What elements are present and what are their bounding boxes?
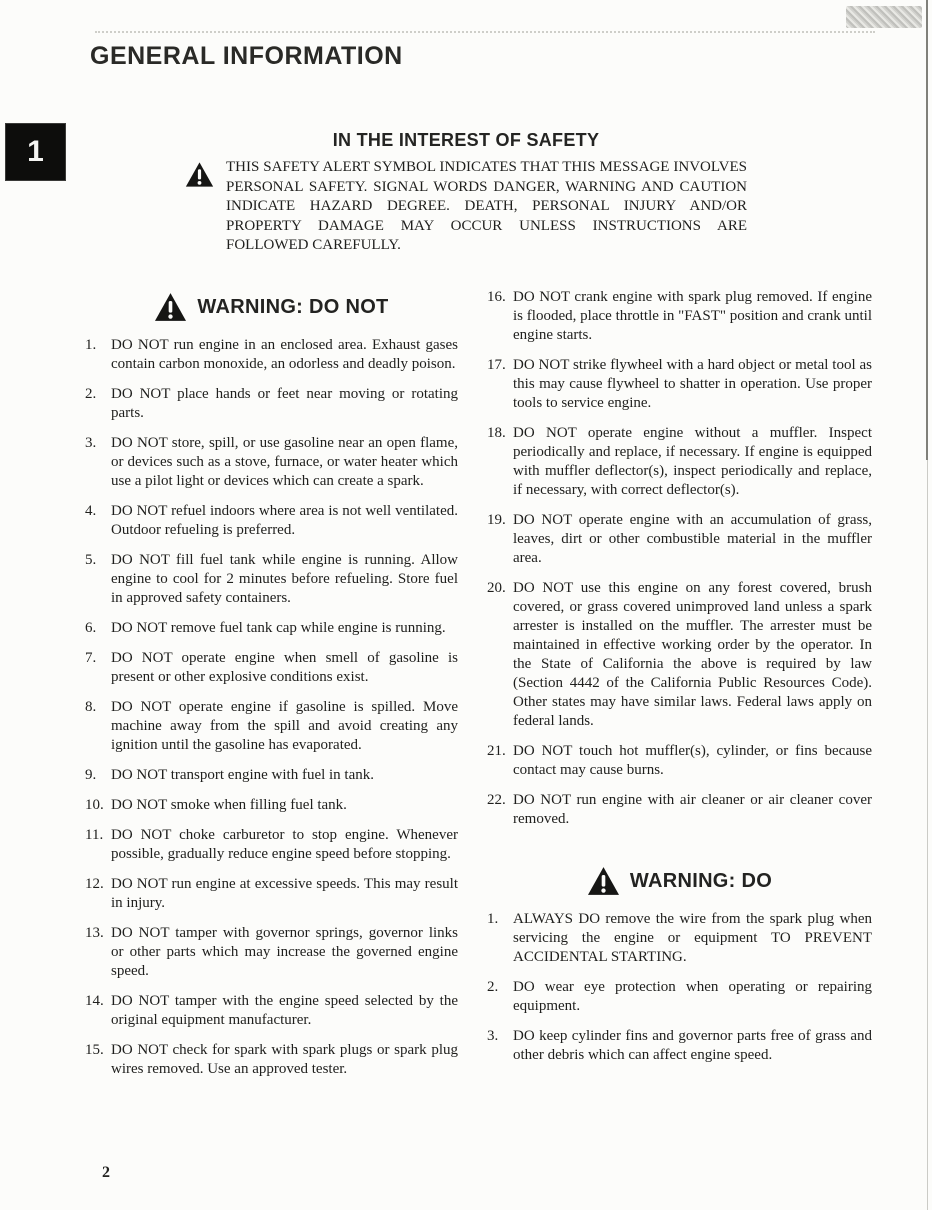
- warning-do-not-heading: [85, 292, 458, 322]
- safety-alert-triangle-icon: [154, 292, 187, 322]
- item-number: 18.: [487, 425, 506, 441]
- scan-dotted-line: [95, 31, 875, 33]
- warning-item: [85, 551, 458, 608]
- section-tab-number: 1: [27, 135, 44, 168]
- item-text: DO NOT use this engine on any forest covered, brush covered, or grass covered unimproved land unless a spark arrester is installed on the muffler. The arrester must be maintained in effective working order by the operator. In the State of California the above is required by law (Section 4442 of the California Public Resources Code). Other states may have similar laws. Federal laws apply on federal lands.: [513, 580, 872, 729]
- section-tab: [5, 123, 66, 181]
- item-number: 20.: [487, 580, 506, 596]
- warning-item: [487, 791, 872, 829]
- item-number: 7.: [85, 650, 97, 666]
- scan-edge-line: [926, 0, 928, 460]
- item-number: 14.: [85, 993, 104, 1009]
- item-text: DO NOT transport engine with fuel in tank.: [111, 767, 375, 783]
- scan-edge-line-faint: [927, 460, 928, 1210]
- item-text: DO keep cylinder fins and governor parts free of grass and other debris which can affect engine speed.: [513, 1028, 872, 1063]
- warning-item: [487, 356, 872, 413]
- warning-item: [487, 579, 872, 731]
- item-number: 2.: [85, 386, 97, 402]
- item-text: DO NOT refuel indoors where area is not well ventilated. Outdoor refueling is preferred.: [111, 503, 458, 538]
- warning-item: [85, 875, 458, 913]
- warning-do-not-heading-label: WARNING: DO NOT: [197, 295, 389, 318]
- warning-do-heading-label: WARNING: DO: [629, 869, 773, 892]
- item-number: 10.: [85, 797, 104, 813]
- item-number: 1.: [487, 911, 499, 927]
- warning-item: [85, 385, 458, 423]
- warning-do-not-list-left: [85, 336, 458, 1079]
- item-text: DO NOT run engine at excessive speeds. This may result in injury.: [111, 876, 458, 911]
- item-text: DO NOT fill fuel tank while engine is running. Allow engine to cool for 2 minutes before refueling. Store fuel in approved safety containers.: [111, 552, 458, 606]
- warning-item: [487, 742, 872, 780]
- warning-item: [487, 511, 872, 568]
- warning-item: [85, 992, 458, 1030]
- scan-noise-smudge: [846, 6, 922, 28]
- warning-do-not-section: [85, 292, 458, 1090]
- item-number: 16.: [487, 289, 506, 305]
- item-text: DO NOT strike flywheel with a hard object or metal tool as this may cause flywheel to shatter in operation. Use proper tools to service engine.: [513, 357, 872, 411]
- warning-do-heading: [487, 866, 872, 896]
- item-number: 9.: [85, 767, 97, 783]
- item-text: DO NOT operate engine with an accumulation of grass, leaves, dirt or other combustible material in the muffler area.: [513, 512, 872, 566]
- warning-item: [85, 336, 458, 374]
- item-text: DO NOT place hands or feet near moving or rotating parts.: [111, 386, 458, 421]
- item-number: 13.: [85, 925, 104, 941]
- item-number: 8.: [85, 699, 97, 715]
- warning-item: [85, 649, 458, 687]
- item-number: 2.: [487, 979, 499, 995]
- warning-item: [85, 619, 458, 638]
- item-text: DO NOT tamper with the engine speed selected by the original equipment manufacturer.: [111, 993, 458, 1028]
- item-number: 3.: [85, 435, 97, 451]
- safety-alert-triangle-icon: [587, 866, 620, 896]
- warning-item: [487, 1027, 872, 1065]
- warning-item: [487, 288, 872, 345]
- item-number: 4.: [85, 503, 97, 519]
- item-text: DO NOT run engine with air cleaner or air cleaner cover removed.: [513, 792, 872, 827]
- item-text: DO NOT smoke when filling fuel tank.: [111, 797, 347, 813]
- item-text: DO NOT remove fuel tank cap while engine is running.: [111, 620, 446, 636]
- warning-item: [85, 1041, 458, 1079]
- page-title: GENERAL INFORMATION: [90, 42, 403, 70]
- item-number: 1.: [85, 337, 97, 353]
- item-text: DO NOT tamper with governor springs, governor links or other parts which may increase the governed engine speed.: [111, 925, 458, 979]
- warning-item: [85, 434, 458, 491]
- item-text: DO NOT run engine in an enclosed area. Exhaust gases contain carbon monoxide, an odorless and deadly poison.: [111, 337, 458, 372]
- warning-item: [487, 424, 872, 500]
- safety-intro-heading: IN THE INTEREST OF SAFETY: [332, 130, 600, 150]
- item-number: 17.: [487, 357, 506, 373]
- item-text: DO NOT check for spark with spark plugs or spark plug wires removed. Use an approved tester.: [111, 1042, 458, 1077]
- item-number: 5.: [85, 552, 97, 568]
- item-number: 11.: [85, 827, 104, 843]
- warning-do-not-list-right: [487, 288, 872, 829]
- item-text: ALWAYS DO remove the wire from the spark plug when servicing the engine or equipment TO PREVENT ACCIDENTAL STARTING.: [513, 911, 872, 965]
- item-text: DO NOT crank engine with spark plug removed. If engine is flooded, place throttle in "FAST" position and crank until engine starts.: [513, 289, 872, 343]
- warning-item: [85, 826, 458, 864]
- item-text: DO NOT operate engine when smell of gasoline is present or other explosive conditions exist.: [111, 650, 458, 685]
- item-number: 15.: [85, 1042, 104, 1058]
- item-number: 6.: [85, 620, 97, 636]
- warning-do-list: [487, 910, 872, 1065]
- item-number: 22.: [487, 792, 506, 808]
- item-text: DO wear eye protection when operating or repairing equipment.: [513, 979, 872, 1014]
- warning-item: [85, 796, 458, 815]
- warning-item: [487, 978, 872, 1016]
- warning-item: [85, 924, 458, 981]
- safety-alert-triangle-icon: [185, 161, 214, 188]
- safety-intro-text: THIS SAFETY ALERT SYMBOL INDICATES THAT THIS MESSAGE INVOLVES PERSONAL SAFETY. SIGNAL WORDS DANGER, WARNING AND CAUTION INDICATE HAZARD DEGREE. DEATH, PERSONAL INJURY AND/OR PROPERTY DAMAGE MAY OCCUR UNLESS INSTRUCTIONS ARE FOLLOWED CAREFULLY.: [226, 159, 747, 253]
- item-number: 21.: [487, 743, 506, 759]
- item-text: DO NOT operate engine without a muffler. Inspect periodically and replace, if necessary. If engine is equipped with muffler deflector(s), inspect periodically and replace, if necessary, with correct deflector(s).: [513, 425, 872, 498]
- safety-intro-section: [185, 130, 747, 256]
- warning-item: [85, 698, 458, 755]
- item-text: DO NOT choke carburetor to stop engine. Whenever possible, gradually reduce engine speed before stopping.: [111, 827, 458, 862]
- warning-item: [85, 502, 458, 540]
- item-text: DO NOT touch hot muffler(s), cylinder, or fins because contact may cause burns.: [513, 743, 872, 778]
- warning-item: [487, 910, 872, 967]
- item-text: DO NOT store, spill, or use gasoline near an open flame, or devices such as a stove, furnace, or water heater which use a pilot light or devices which can create a spark.: [111, 435, 458, 489]
- right-column: [487, 288, 872, 1076]
- item-number: 12.: [85, 876, 104, 892]
- item-number: 3.: [487, 1028, 499, 1044]
- page-number: 2: [102, 1164, 110, 1181]
- warning-item: [85, 766, 458, 785]
- item-text: DO NOT operate engine if gasoline is spilled. Move machine away from the spill and avoid creating any ignition until the gasoline has evaporated.: [111, 699, 458, 753]
- item-number: 19.: [487, 512, 506, 528]
